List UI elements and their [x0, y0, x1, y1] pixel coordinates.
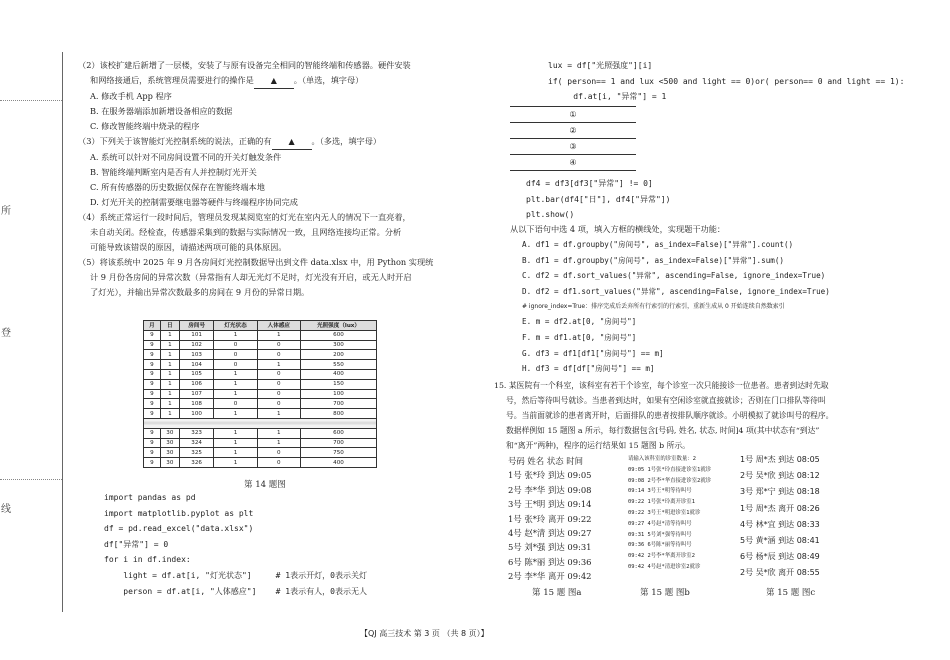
q2-text: （2）该校扩建后新增了一层楼，安装了与原有设备完全相同的智能终端和传感器。硬件安装 [78, 60, 411, 70]
table-cell: 400 [300, 369, 376, 379]
code-line: light = df.at[i, "灯光状态"] # 1表示开灯，0表示关灯 [104, 570, 367, 580]
figure-line: 请输入该科室的诊室数量：2 [628, 456, 696, 462]
table-row [144, 458, 377, 468]
option-d: D. df2 = df1.sort_values("异常", ascending=False, ignore_index=True) [522, 286, 830, 296]
table-cell: 100 [179, 409, 213, 419]
table-cell: 100 [300, 389, 376, 399]
options-block [510, 222, 930, 377]
table-cell: 9 [144, 448, 161, 458]
table-cell: 0 [257, 458, 300, 468]
left-code [104, 490, 464, 599]
q15-block [494, 378, 934, 453]
option-f: F. m = df1.at[0, "房间号"] [522, 332, 637, 342]
code-line: lux = df["光照强度"][i] [548, 61, 653, 70]
table-cell: 9 [144, 409, 161, 419]
table-cell: 323 [179, 428, 213, 438]
code-line: df4 = df3[df3["异常"] != 0] [526, 179, 653, 188]
table-row [144, 360, 377, 370]
table-cell: 9 [144, 350, 161, 360]
table-row [144, 369, 377, 379]
table-header: 月 [144, 321, 161, 331]
left-column [78, 58, 478, 300]
table-cell: 1 [214, 438, 257, 448]
table-header: 房间号 [179, 321, 213, 331]
table-cell: 1 [160, 409, 179, 419]
figure-line: 2号 吴*欣 离开 08:55 [740, 568, 820, 578]
answer-blank-4[interactable]: ④ [510, 155, 636, 171]
table-cell: 30 [160, 428, 179, 438]
table-row [144, 438, 377, 448]
figure-line: 号码 姓名 状态 时间 [508, 456, 583, 466]
figure-line: 09:36 6号陈*丽等待叫号 [628, 542, 692, 549]
option-g: G. df3 = df1[df1["房间号"] == m] [522, 348, 664, 358]
code-line: for i in df.index: [104, 555, 191, 565]
table-cell: 700 [300, 399, 376, 409]
table-cell: 600 [300, 428, 376, 438]
table-row [144, 350, 377, 360]
table-cell: 800 [300, 409, 376, 419]
table-row [144, 379, 377, 389]
q2-option-b: B. 在服务器端添加新增设备相应的数据 [90, 106, 233, 116]
figure-line: 6号 杨*辰 到达 08:49 [740, 552, 820, 562]
table-cell: 9 [144, 389, 161, 399]
figure-line: 09:42 4号赵*清进诊室2就诊 [628, 563, 701, 570]
option-b: B. df1 = df.groupby("房间号", as_index=False)["异常"].sum() [522, 255, 784, 265]
code-line: plt.bar(df4["日"], df4["异常"]) [526, 194, 671, 204]
page-footer: 【QJ 高三技术 第 3 页 （共 8 页）】 [360, 629, 489, 638]
table-cell: 600 [300, 330, 376, 340]
table-cell: 1 [214, 369, 257, 379]
table-cell: 9 [144, 438, 161, 448]
figure-line: 09:14 3号王*明等待叫号 [628, 488, 692, 495]
table-cell: 1 [257, 409, 300, 419]
table-cell: 326 [179, 458, 213, 468]
code-line: plt.show() [526, 210, 575, 220]
q3-option-a: A. 系统可以针对不同房间设置不同的开关灯触发条件 [90, 152, 282, 162]
option-a: A. df1 = df.groupby("房间号", as_index=False)["异常"].count() [522, 240, 794, 249]
figure-line: 09:05 1号张*玲直接进诊室1就诊 [628, 466, 712, 473]
table-row [144, 448, 377, 458]
code-line: df.at[i, "异常"] = 1 [554, 92, 667, 102]
figure-line: 1号 周*杰 到达 08:05 [740, 455, 820, 464]
q5-text-3: 了灯光），并输出异常次数最多的房间在 9 月份的异常日期。 [90, 287, 310, 297]
table-cell: 1 [160, 330, 179, 340]
table-cell: 9 [144, 399, 161, 409]
figure-line: 3号 王*明 到达 09:14 [508, 499, 592, 510]
q2-text-2: 和网络接通后，系统管理员需要进行的操作是 ▲ 。（单选，填字母） [78, 73, 478, 89]
option-c: C. df2 = df.sort_values("异常", ascending=False, ignore_index=True) [522, 271, 826, 281]
code-line: df["异常"] = 0 [104, 539, 169, 549]
figure-line: 09:08 2号李*华直接进诊室2就诊 [628, 477, 712, 484]
table-cell: 106 [179, 379, 213, 389]
answer-blank-1[interactable]: ① [510, 106, 636, 123]
table-row [144, 389, 377, 399]
table-cell: 101 [179, 330, 213, 340]
q15-text: 和“离开”两种)，程序的运行结果如 15 题图 b 所示。 [506, 441, 690, 450]
binding-margin [0, 100, 62, 480]
q4-text-2: 未自动关闭。经检查，传感器采集到的数据与实际情况一致，且网络连接均正常。分析 [90, 227, 402, 237]
figure-line: 09:31 5号刘*强等待叫号 [628, 531, 692, 538]
table-cell: 750 [300, 448, 376, 458]
table-cell: 0 [257, 448, 300, 458]
table-cell: 9 [144, 428, 161, 438]
q2-option-a: A. 修改手机 App 程序 [90, 91, 172, 101]
table-row [144, 399, 377, 409]
answer-blank-2[interactable]: ② [510, 123, 636, 139]
table-cell: 150 [300, 379, 376, 389]
table-cell: 1 [214, 448, 257, 458]
table-cell: 1 [160, 379, 179, 389]
gutter-char: 所 [1, 206, 11, 217]
table-cell: 400 [300, 458, 376, 468]
figure-line: 4号 赵*清 到达 09:27 [508, 527, 592, 538]
q15-text: 号，然后等待叫号就诊。当患者到达时，如果有空闲诊室就直接就诊；否则在门口排队等待叫 [506, 396, 826, 405]
table-cell: 104 [179, 360, 213, 370]
table-cell: 108 [179, 399, 213, 409]
figure-c [740, 452, 820, 582]
figure-line: 09:22 1号张*玲离开诊室1 [628, 499, 695, 506]
figure-a [508, 454, 592, 584]
q3-option-c: C. 所有传感器的历史数据仅保存在智能终端本地 [90, 182, 265, 192]
table-cell: 0 [257, 379, 300, 389]
table-cell: 9 [144, 330, 161, 340]
figure-line: 6号 陈*丽 到达 09:36 [508, 556, 592, 567]
table-cell: 0 [257, 350, 300, 360]
figure-line: 09:42 2号李*华离开诊室2 [628, 553, 695, 560]
table-break [144, 418, 377, 428]
table-cell: 1 [160, 340, 179, 350]
figure-line: 2号 李*华 到达 09:08 [508, 484, 592, 495]
table-cell: 1 [214, 458, 257, 468]
code-line: person = df.at[i, "人体感应"] # 1表示有人，0表示无人 [104, 586, 367, 596]
code-line: import pandas as pd [104, 493, 196, 502]
table-cell: 9 [144, 369, 161, 379]
figure-line: 09:22 3号王*明进诊室1就诊 [628, 509, 701, 516]
figure-line: 1号 张*玲 离开 09:22 [508, 513, 592, 524]
gutter-char: 线 [1, 504, 11, 515]
table-cell: 0 [257, 369, 300, 379]
q4-text: （4）系统正常运行一段时间后，管理员发现某阅览室的灯光在室内无人的情况下一直亮着， [78, 212, 411, 222]
table-header: 日 [160, 321, 179, 331]
q3-option-b: B. 智能终端判断室内是否有人并控制灯光开关 [90, 167, 257, 177]
table-cell: 1 [160, 360, 179, 370]
figure-line: 2号 李*华 离开 09:42 [508, 571, 592, 582]
table-cell: 1 [160, 350, 179, 360]
figure-line: 4号 林*宜 到达 08:33 [740, 519, 820, 529]
table-cell: 300 [300, 340, 376, 350]
figure-line: 1号 张*玲 到达 09:05 [508, 470, 592, 481]
table-cell: 1 [214, 428, 257, 438]
data-table [143, 320, 377, 468]
table-header: 人体感应 [257, 321, 300, 331]
figure-line: 3号 郑*宁 到达 08:18 [740, 487, 820, 497]
fig15a-caption: 第 15 题 图a [532, 588, 582, 598]
binding-gutter [1, 52, 63, 612]
code-line: df = pd.read_excel("data.xlsx") [104, 524, 254, 534]
table-header: 灯光状态 [214, 321, 257, 331]
table-cell: 0 [214, 340, 257, 350]
code-line: if( person== 1 and lux <500 and light == 0)or( person== 0 and light == 1): [548, 76, 905, 86]
table-header: 光照强度（lux） [300, 321, 376, 331]
table-cell: 30 [160, 438, 179, 448]
fig14-caption: 第 14 题图 [244, 480, 286, 490]
table-cell: 1 [214, 379, 257, 389]
table-cell: 30 [160, 448, 179, 458]
fig15b-caption: 第 15 题 图b [640, 588, 690, 598]
answer-blank-3[interactable]: ③ [510, 139, 636, 155]
table-cell: 30 [160, 458, 179, 468]
instruction: 从以下语句中选 4 项，填入方框的横线处，实现题干功能： [510, 224, 726, 234]
fig15c-caption: 第 15 题 图c [766, 588, 816, 598]
table-cell: 0 [257, 399, 300, 409]
table-cell: 9 [144, 340, 161, 350]
figure-line: 1号 周*杰 离开 08:26 [740, 503, 820, 513]
code-line: import matplotlib.pyplot as plt [104, 508, 254, 518]
table-cell: 1 [214, 409, 257, 419]
q3-text: （3）下列关于该智能灯光控制系统的说法，正确的有 ▲ 。（多选，填字母） [78, 134, 478, 150]
table-cell: 1 [214, 330, 257, 340]
table-cell: 325 [179, 448, 213, 458]
option-e: E. m = df2.at[0, "房间号"] [522, 317, 637, 327]
table-row [144, 330, 377, 340]
table-cell: 0 [214, 360, 257, 370]
option-note: # ignore_index=True：排序完成后丢弃所有行索引的行索引，重新生成从 0 开始连续自然数索引 [522, 303, 785, 311]
option-h: H. df3 = df[df["房间号"] == m] [522, 364, 655, 374]
table-cell: 1 [160, 369, 179, 379]
table-cell: 1 [257, 360, 300, 370]
figure-line: 5号 刘*强 到达 09:31 [508, 542, 592, 553]
figure-b [628, 454, 711, 573]
figure-line: 5号 黄*涵 到达 08:41 [740, 535, 820, 545]
table-cell: 1 [160, 389, 179, 399]
table-cell: 0 [257, 389, 300, 399]
table-cell: 1 [160, 399, 179, 409]
gutter-char: 登 [1, 328, 11, 339]
figure-line: 2号 吴*欣 到达 08:12 [740, 471, 820, 481]
answer-boxes [510, 106, 636, 171]
q4-text-3: 可能导致该错误的原因，请描述两项可能的具体原因。 [90, 242, 287, 252]
table-cell: 1 [214, 389, 257, 399]
table-cell: 9 [144, 379, 161, 389]
right-code-bottom [526, 176, 906, 223]
table-row [144, 428, 377, 438]
table-cell: 103 [179, 350, 213, 360]
table-cell: 0 [214, 350, 257, 360]
q3-option-d: D. 灯光开关的控制需要继电器等硬件与终端程序协同完成 [90, 197, 298, 207]
q5-text: （5）将该系统中 2025 年 9 月各房间灯光控制数据导出到文件 data.xlsx 中，用 Python 实现统 [78, 257, 434, 267]
table-cell: 1 [257, 438, 300, 448]
table-cell: 105 [179, 369, 213, 379]
table-cell: 700 [300, 438, 376, 448]
table-cell: 200 [300, 350, 376, 360]
table-cell: 102 [179, 340, 213, 350]
table-cell: 0 [214, 399, 257, 409]
table-cell: 107 [179, 389, 213, 399]
table-row [144, 340, 377, 350]
q15-text: 号。当前面就诊的患者离开时，后面排队的患者按排队顺序就诊。小明模拟了就诊叫号的程序。 [506, 411, 834, 420]
q15-text: 15. 某医院有一个科室，该科室有若干个诊室，每个诊室一次只能接诊一位患者。患者到达时先取 [494, 381, 829, 390]
q5-text-2: 计 9 月份各房间的异常次数（异常指有人却无光灯不足时，灯光没有开启，或无人时开启 [90, 272, 412, 282]
q2-option-c: C. 修改智能终端中烧录的程序 [90, 121, 200, 131]
table-cell: 324 [179, 438, 213, 448]
q15-text: 数据样例如 15 题图 a 所示，每行数据包含[号码, 姓名, 状态, 时间]4 项(其中状态有“到达” [506, 426, 820, 435]
table-cell: 0 [257, 340, 300, 350]
table-cell: 9 [144, 458, 161, 468]
figure-line: 09:27 4号赵*清等待叫号 [628, 520, 692, 527]
table-cell: 550 [300, 360, 376, 370]
data-table-figure [143, 320, 377, 468]
right-code-top [548, 58, 928, 105]
table-cell: 1 [257, 428, 300, 438]
table-cell: 9 [144, 360, 161, 370]
table-row [144, 409, 377, 419]
table-cell: 1 [257, 330, 300, 340]
